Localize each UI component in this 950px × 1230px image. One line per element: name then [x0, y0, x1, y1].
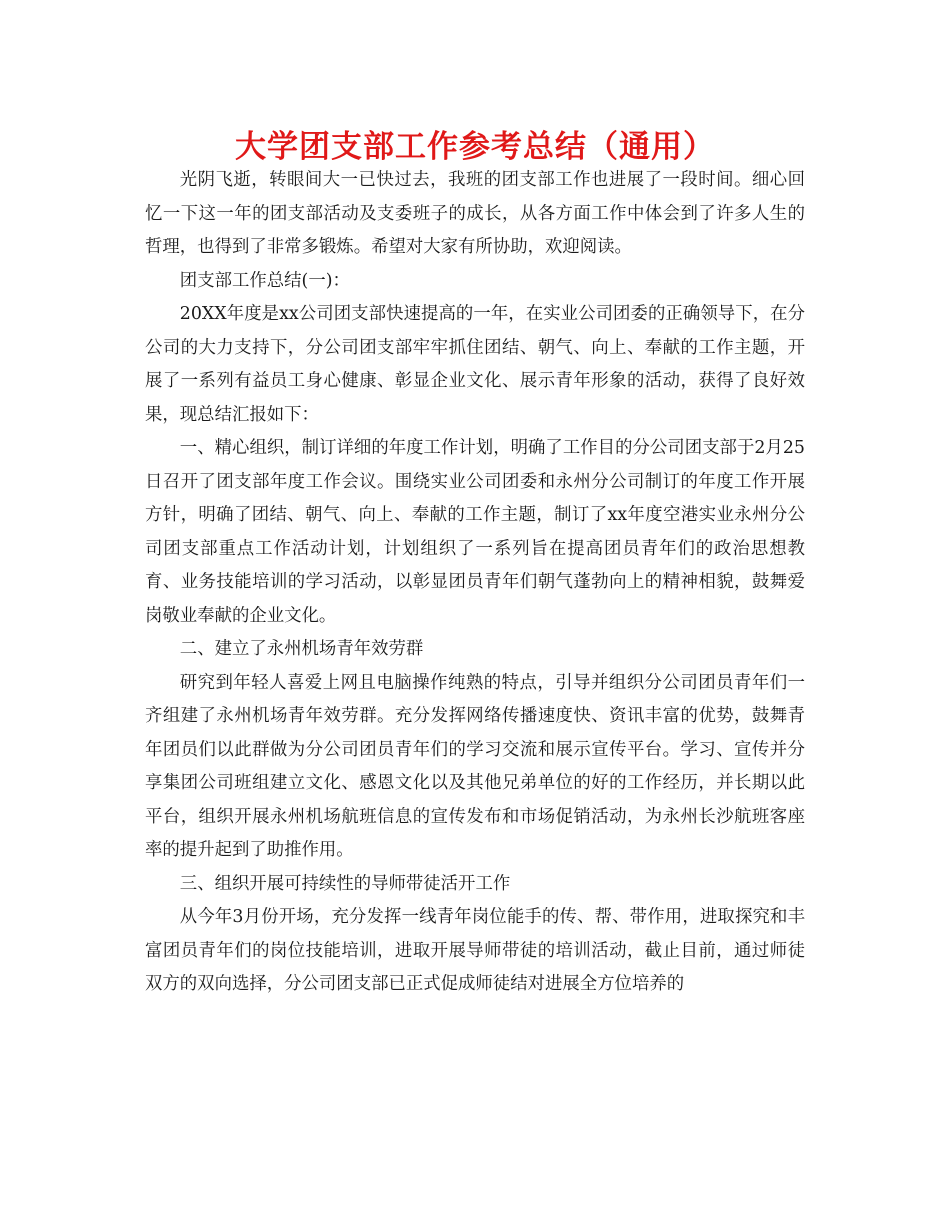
paragraph-item-two: 研究到年轻人喜爱上网且电脑操作纯熟的特点，引导并组织分公司团员青年们一齐组建了永州机场青年效劳群。充分发挥网络传播速度快、资讯丰富的优势，鼓舞青年团员们以此群做为分公司团员青年们的学习交流和展示宣传平台。学习、宣传并分享集团公司班组建立文化、感恩文化以及其他兄弟单位的好的工作经历，并长期以此平台，组织开展永州机场航班信息的宣传发布和市场促销活动，为永州长沙航班客座率的提升起到了助推作用。 — [145, 672, 805, 860]
paragraph-item-two-heading: 二、建立了永州机场青年效劳群 — [179, 639, 424, 659]
document-body — [145, 164, 805, 1002]
paragraph-item-three: 从今年3月份开场，充分发挥一线青年岗位能手的传、帮、带作用，进取探究和丰富团员青年们的岗位技能培训，进取开展导师带徒的培训活动，截止目前，通过师徒双方的双向选择，分公司团支部已正式促成师徒结对进展全方位培养的 — [145, 907, 805, 994]
paragraph-section-heading: 团支部工作总结(一)： — [179, 270, 350, 291]
document-title: 大学团支部工作参考总结（通用） — [235, 129, 715, 165]
paragraph-item-three-heading: 三、组织开展可持续性的导师带徒活开工作 — [179, 873, 511, 894]
paragraph-intro: 光阴飞逝，转眼间大一已快过去，我班的团支部工作也进展了一段时间。细心回忆一下这一年的团支部活动及支委班子的成长，从各方面工作中体会到了许多人生的哲理，也得到了非常多锻炼。希望对大家有所协助，欢迎阅读。 — [145, 170, 805, 257]
paragraph-item-one: 一、精心组织，制订详细的年度工作计划，明确了工作目的分公司团支部于2月25日召开了团支部年度工作会议。围绕实业公司团委和永州分公司制订的年度工作开展方针，明确了团结、朝气、向上、奉献的工作主题，制订了xx年度空港实业永州分公司团支部重点工作活动计划，计划组织了一系列旨在提高团员青年们的政治思想教育、业务技能培训的学习活动，以彰显团员青年们朝气蓬勃向上的精神相貌，鼓舞爱岗敬业奉献的企业文化。 — [145, 438, 805, 626]
paragraph-overview: 20XX年度是xx公司团支部快速提高的一年，在实业公司团委的正确领导下，在分公司的大力支持下，分公司团支部牢牢抓住团结、朝气、向上、奉献的工作主题，开展了一系列有益员工身心健康、彰显企业文化、展示青年形象的活动，获得了良好效果，现总结汇报如下： — [145, 304, 805, 425]
